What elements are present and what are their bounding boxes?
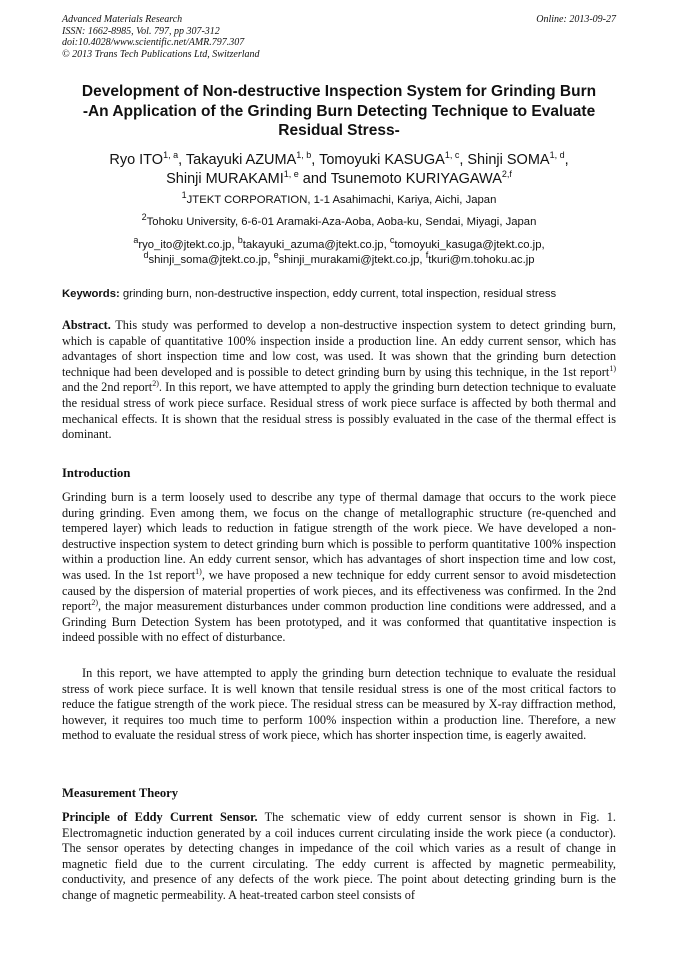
introduction-paragraph-1: Grinding burn is a term loosely used to describe any type of thermal damage that occurs to the work piece during grinding. Even among them, we focus on the change of metallographic structure (re-quenched and tempered layer) which leads to reduction in fatigue strength of the work piece. We have developed a non-destructive inspection system to detect grinding burn which is possible to perform quantitative 100% inspection within a production line. An eddy current sensor, which has advantages of short inspection time and low cost, was used. In the 1st report$^{1)}$, we have proposed a new technique for eddy current sensor to avoid misdetection caused by the dispersion of material properties of work pieces, and its effectiveness was confirmed. In the 2nd report$^{2)}$, the major measurement disturbances under common production line conditions were addressed, and a Grinding Burn Detection System has been prototyped, and it was conformed that quantitative inspection is indeed possible with no effect of disturbance. (62, 490, 616, 645)
page-header (62, 14, 616, 60)
citation-ref: 1) (609, 363, 616, 373)
keywords (62, 288, 616, 300)
journal-name: Advanced Materials Research (62, 14, 183, 25)
abstract: Abstract. This study was performed to develop a non-destructive inspection system to detect grinding burn, which is capable of quantitative 100% inspection inside a production line. An eddy current sensor, which has advantages of short inspection time and low cost, was used. It was shown that the grinding burn detection technique had been developed and is possible to detect grinding burn by using this technique, in the 1st report$^{1)}$ and the 2nd report$^{2)}$. In this report, we have attempted to apply the grinding burn detection technique to evaluate the residual stress of work piece surface. Residual stress of work piece surface is affected by both thermal and mechanical effects. It is shown that the residual stress is possibly evaluated in the case of the thermal effect is dominant. (62, 318, 616, 442)
section-heading-introduction: Introduction (62, 466, 131, 480)
online-date: Online: 2013-09-27 (536, 14, 616, 25)
author: Shinji SOMA$^{1, d}$, (467, 150, 569, 168)
email: $^b$takayuki_azuma@jtekt.co.jp, (237, 235, 390, 251)
section-heading-measurement-theory: Measurement Theory (62, 786, 179, 800)
author: Tomoyuki KASUGA$^{1, c}$, (319, 150, 468, 168)
citation-ref: 2) (91, 598, 99, 608)
citation-ref: 2) (152, 379, 159, 389)
issn-line: ISSN: 1662-8985, Vol. 797, pp 307-312 (62, 25, 220, 37)
email: $^c$tomoyuki_kasuga@jtekt.co.jp, (389, 235, 545, 251)
keywords-text: grinding burn, non-destructive inspection, eddy current, total inspection, residual stress (119, 288, 557, 300)
email: $^d$shinji_soma@jtekt.co.jp, (143, 250, 274, 266)
email: $^f$tkuri@m.tohoku.ac.jp (425, 250, 535, 266)
email: $^e$shinji_murakami@jtekt.co.jp, (273, 250, 426, 266)
keywords-label: Keywords: (62, 288, 120, 300)
email-list (62, 235, 616, 268)
title-line-2: -An Application of the Grinding Burn Detecting Technique to Evaluate (82, 102, 596, 120)
copyright-line: © 2013 Trans Tech Publications Ltd, Switzerland (62, 48, 260, 60)
author: Shinji MURAKAMI$^{1, e}$ and (166, 169, 331, 187)
author: Tsunemoto KURIYAGAWA$^{2,f}$ (330, 169, 512, 187)
subsection-heading: Principle of Eddy Current Sensor. (62, 810, 258, 824)
affiliation-1: $^1$JTEKT CORPORATION, 1-1 Asahimachi, Kariya, Aichi, Japan (181, 190, 497, 206)
title-line-3: Residual Stress- (278, 122, 400, 139)
paper-title (62, 82, 616, 141)
email: $^a$ryo_ito@jtekt.co.jp, (133, 235, 238, 251)
abstract-label: Abstract. (62, 318, 111, 332)
author-list (62, 151, 616, 189)
title-line-1: Development of Non-destructive Inspection System for Grinding Burn (81, 83, 597, 100)
introduction-paragraph-2: In this report, we have attempted to apply the grinding burn detection technique to evaluate the residual stress of work piece surface. It is well known that tensile residual stress is one of the most critical factors to reduce the fatigue strength of the work piece. The residual stress can be measured by X-ray diffraction method, however, it requires too much time to perform 100% inspection within a production line. Therefore, a new method to evaluate the residual stress of work piece, which has shorter inspection time, is eagerly awaited. (62, 666, 616, 743)
author: Takayuki AZUMA$^{1, b}$, (185, 150, 320, 168)
author: Ryo ITO$^{1, a}$, (109, 150, 186, 168)
affiliation-2: $^2$Tohoku University, 6-6-01 Aramaki-Aza-Aoba, Aoba-ku, Sendai, Miyagi, Japan (141, 212, 537, 228)
doi-line: doi:10.4028/www.scientific.net/AMR.797.307 (62, 37, 245, 48)
measurement-paragraph: Principle of Eddy Current Sensor. The schematic view of eddy current sensor is shown in Fig. 1. Electromagnetic induction generated by a coil induces current circulating inside the work piece (a conductor). The sensor operates by detecting changes in impedance of the coil which varies as a result of change in magnetic field due to the current circulating. The eddy current is affected by magnetic permeability, conductivity, and presence of any defects of the work piece. The point about detecting grinding burn is the change of magnetic permeability. A heat-treated carbon steel consists of (62, 810, 616, 902)
citation-ref: 1) (195, 566, 202, 576)
